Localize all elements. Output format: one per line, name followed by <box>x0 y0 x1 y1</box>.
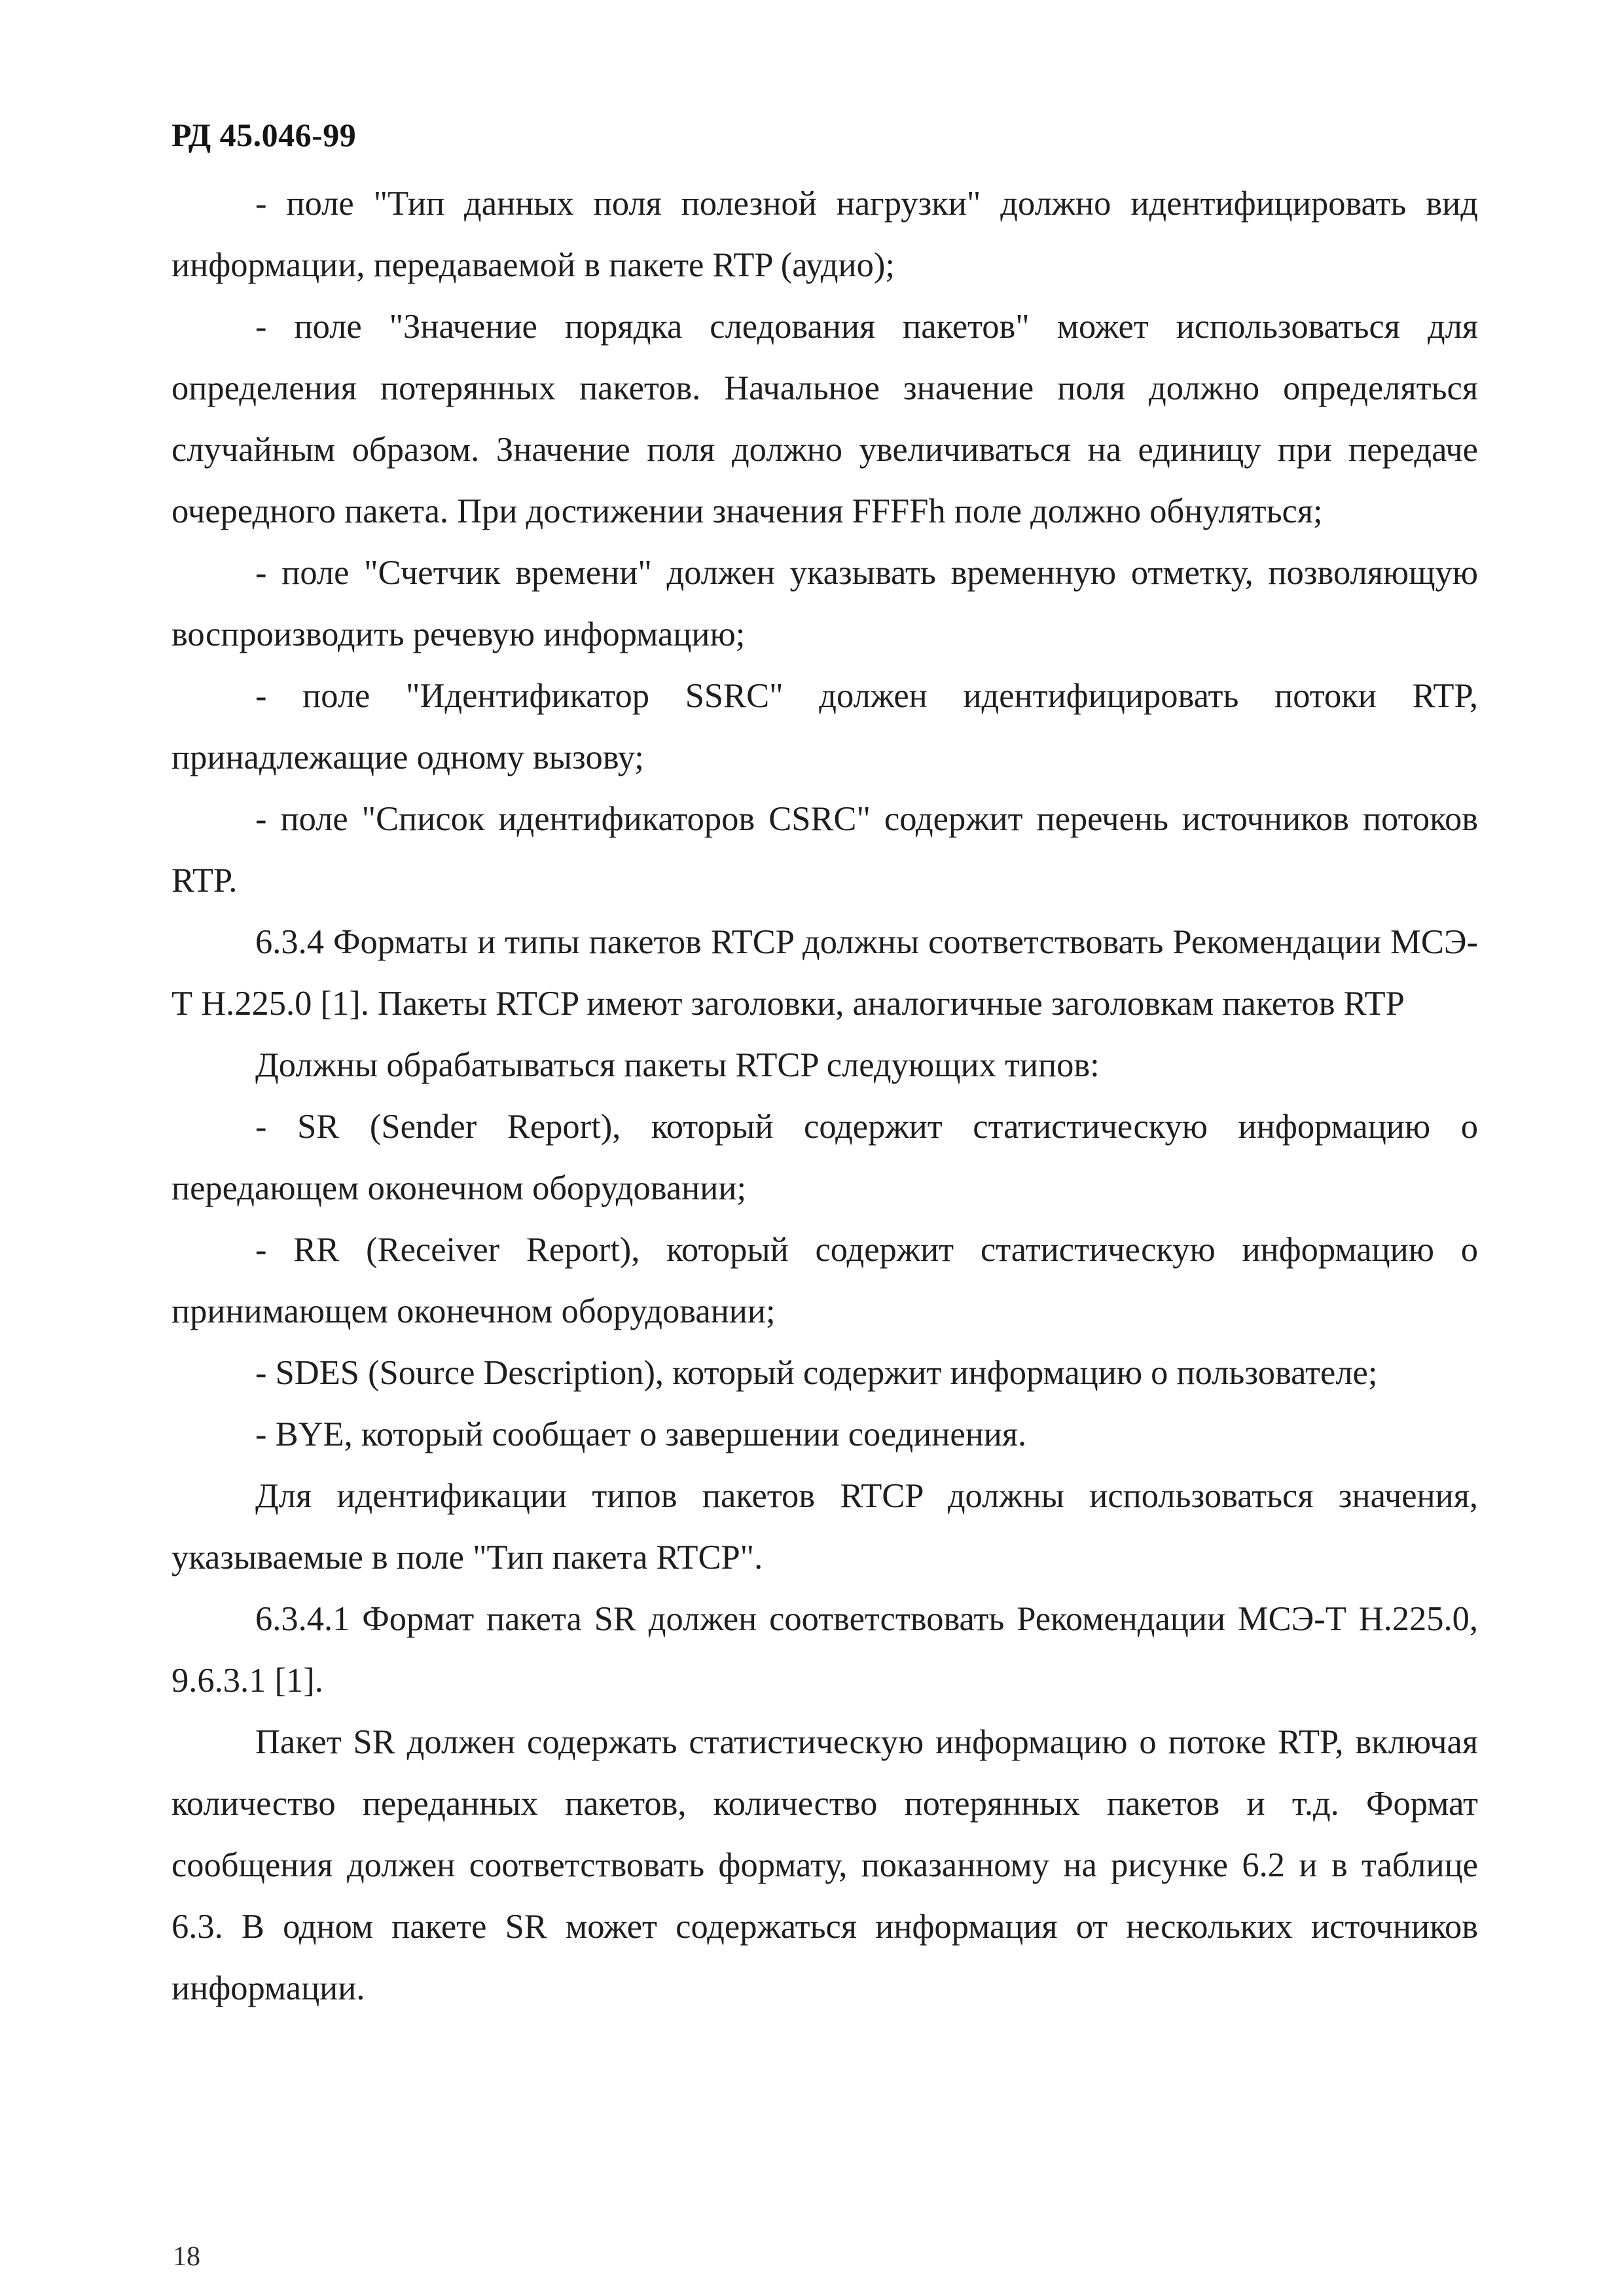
paragraph-receiver-report: - RR (Receiver Report), который содержит статистическую информацию о принимающем оконечном оборудовании; <box>171 1231 1478 1330</box>
paragraph-source-description: - SDES (Source Description), который содержит информацию о пользователе; <box>255 1354 1378 1392</box>
paragraph-sequence-number-field: - поле "Значение порядка следования пакетов" может использоваться для определения потерянных пакетов. Начальное значение поля должно определяться случайным образом. Значение поля должно увеличиваться на единицу при передаче очередного пакета. При достижении значения FFFFh поле должно обнуляться; <box>171 308 1478 530</box>
paragraph-section-6-3-4-1: 6.3.4.1 Формат пакета SR должен соответствовать Рекомендации МСЭ-Т Н.225.0, 9.6.3.1 [1]. <box>171 1600 1478 1700</box>
paragraph-csrc-list-field: - поле "Список идентификаторов CSRC" содержит перечень источников потоков RTP. <box>171 800 1478 900</box>
paragraph-timestamp-field: - поле "Счетчик времени" должен указывать временную отметку, позволяющую воспроизводить речевую информацию; <box>171 554 1478 653</box>
paragraph-rtcp-types-intro: Должны обрабатываться пакеты RTCP следующих типов: <box>255 1046 1100 1084</box>
document-code: РД 45.046-99 <box>171 117 357 153</box>
paragraph-rtcp-type-values: Для идентификации типов пакетов RTCP должны использоваться значения, указываемые в поле "Тип пакета RTCP". <box>171 1477 1478 1576</box>
paragraph-section-6-3-4: 6.3.4 Форматы и типы пакетов RTCP должны соответствовать Рекомендации МСЭ-Т Н.225.0 [1]. Пакеты RTCP имеют заголовки, аналогичные заголовкам пакетов RTP <box>171 923 1478 1023</box>
page-number: 18 <box>173 2242 200 2272</box>
paragraph-payload-type-field: - поле "Тип данных поля полезной нагрузки" должно идентифицировать вид информации, передаваемой в пакете RTP (аудио); <box>171 185 1478 284</box>
paragraph-ssrc-field: - поле "Идентификатор SSRC" должен идентифицировать потоки RTP, принадлежащие одному вызову; <box>171 677 1478 776</box>
paragraph-sender-report: - SR (Sender Report), который содержит статистическую информацию о передающем оконечном оборудовании; <box>171 1108 1478 1207</box>
paragraph-sr-packet-content: Пакет SR должен содержать статистическую информацию о потоке RTP, включая количество переданных пакетов, количество потерянных пакетов и т.д. Формат сообщения должен соответствовать формату, показанному на рисунке 6.2 и в таблице 6.3. В одном пакете SR может содержаться информация от нескольких источников информации. <box>171 1723 1478 2007</box>
body-text <box>171 173 1478 2019</box>
paragraph-bye: - BYE, который сообщает о завершении соединения. <box>255 1415 1027 1453</box>
